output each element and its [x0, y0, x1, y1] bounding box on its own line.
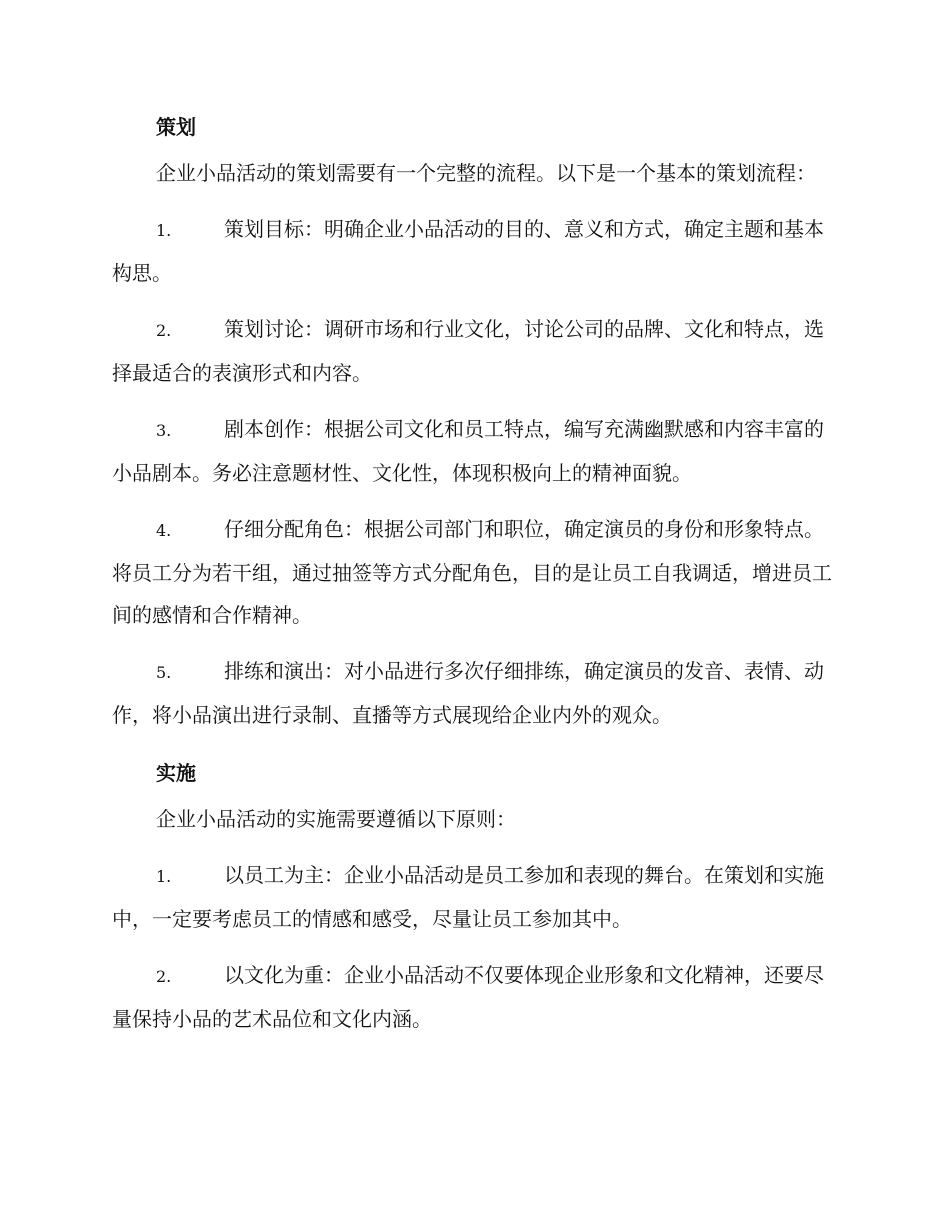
list-item	[112, 650, 834, 736]
list-item-text: 剧本创作：根据公司文化和员工特点，编写充满幽默感和内容丰富的小品剧本。务必注意题材性、文化性，体现积极向上的精神面貌。	[112, 417, 824, 485]
list-item-number: 2.	[156, 967, 172, 986]
implementation-intro-paragraph: 企业小品活动的实施需要遵循以下原则：	[156, 807, 516, 831]
list-item-text: 以文化为重：企业小品活动不仅要体现企业形象和文化精神，还要尽量保持小品的艺术品位和文化内涵。	[112, 963, 824, 1031]
list-item-text: 策划讨论：调研市场和行业文化，讨论公司的品牌、文化和特点，选择最适合的表演形式和内容。	[112, 317, 824, 385]
list-item	[112, 208, 834, 294]
list-item-number: 5.	[156, 663, 172, 682]
document-body	[112, 112, 834, 1040]
list-item	[112, 954, 834, 1040]
planning-intro-paragraph: 企业小品活动的策划需要有一个完整的流程。以下是一个基本的策划流程：	[156, 161, 816, 185]
implementation-principles-list	[112, 854, 834, 1040]
list-item-number: 3.	[156, 421, 172, 440]
list-item-text: 以员工为主：企业小品活动是员工参加和表现的舞台。在策划和实施中，一定要考虑员工的情感和感受，尽量让员工参加其中。	[112, 863, 824, 931]
list-item-text: 排练和演出：对小品进行多次仔细排练，确定演员的发音、表情、动作，将小品演出进行录制、直播等方式展现给企业内外的观众。	[112, 659, 824, 727]
list-item	[112, 308, 834, 394]
list-item-number: 4.	[156, 521, 172, 540]
section-heading-implementation: 实施	[156, 761, 196, 785]
planning-steps-list	[112, 208, 834, 736]
list-item-number: 2.	[156, 321, 172, 340]
list-item	[112, 854, 834, 940]
list-item	[112, 508, 834, 636]
section-heading-planning: 策划	[156, 115, 196, 139]
list-item-number: 1.	[156, 867, 172, 886]
list-item	[112, 408, 834, 494]
list-item-text: 仔细分配角色：根据公司部门和职位，确定演员的身份和形象特点。将员工分为若干组，通过抽签等方式分配角色，目的是让员工自我调适，增进员工间的感情和合作精神。	[112, 517, 832, 627]
list-item-number: 1.	[156, 221, 172, 240]
list-item-text: 策划目标：明确企业小品活动的目的、意义和方式，确定主题和基本构思。	[112, 217, 824, 285]
